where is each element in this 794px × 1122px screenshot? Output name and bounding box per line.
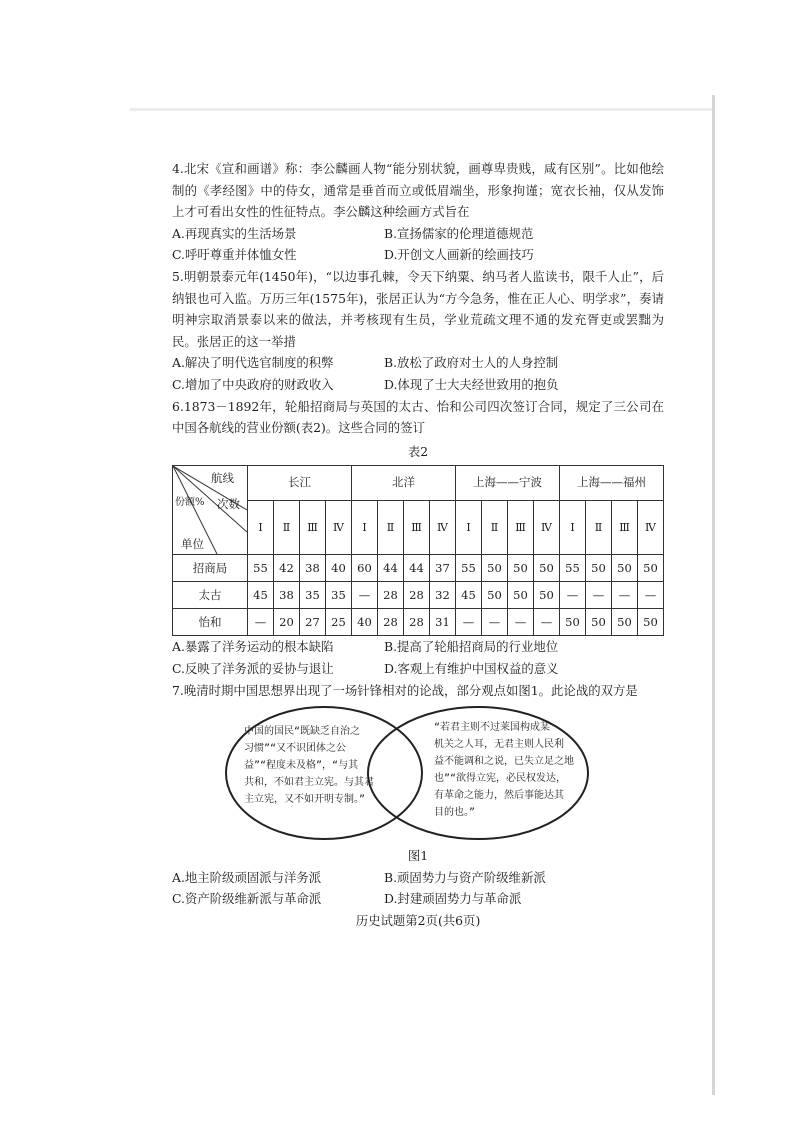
question-4-options xyxy=(172,223,664,266)
table-row xyxy=(173,555,664,582)
share-cell: 31 xyxy=(430,609,456,636)
header-route: 航线 xyxy=(211,471,234,486)
header-share: 份额% xyxy=(175,497,205,509)
venn-line: 益不能调和之说，已失立足之地 xyxy=(434,756,574,768)
option-c: C.反映了洋务派的妥协与退让 xyxy=(172,660,334,676)
venn-line: 目的也。” xyxy=(434,807,476,819)
share-cell: 38 xyxy=(274,582,300,609)
option-b: B.提高了轮船招商局的行业地位 xyxy=(384,639,559,655)
share-cell: 40 xyxy=(352,609,378,636)
times-header: Ⅳ xyxy=(326,500,352,555)
share-cell: 50 xyxy=(508,582,534,609)
share-cell: — xyxy=(638,582,664,609)
share-cell: 20 xyxy=(274,609,300,636)
share-cell: 50 xyxy=(534,555,560,582)
times-header: Ⅱ xyxy=(378,500,404,555)
times-header: Ⅲ xyxy=(404,500,430,555)
question-5-options xyxy=(172,352,664,395)
share-cell: — xyxy=(352,582,378,609)
times-header: Ⅲ xyxy=(612,500,638,555)
times-header: Ⅲ xyxy=(508,500,534,555)
venn-line: 共和，不如君主立宪。与其君 xyxy=(244,777,374,789)
venn-line: 习惯”“又不识团体之公 xyxy=(244,743,347,755)
share-cell: 50 xyxy=(560,609,586,636)
times-header: Ⅰ xyxy=(456,500,482,555)
share-cell: 50 xyxy=(586,609,612,636)
option-d: D.封建顽固势力与革命派 xyxy=(384,891,522,907)
table-row xyxy=(173,582,664,609)
option-d: D.开创文人画新的绘画技巧 xyxy=(384,247,534,263)
option-b: B.顽固势力与资产阶级维新派 xyxy=(384,869,546,885)
venn-line: 机关之人耳，无君主则人民利 xyxy=(434,739,564,751)
option-a: A.再现真实的生活场景 xyxy=(172,225,297,241)
share-cell: 40 xyxy=(326,555,352,582)
share-cell: — xyxy=(560,582,586,609)
venn-line: “若君主则不过莱国构成某 xyxy=(434,722,551,734)
times-header: Ⅳ xyxy=(638,500,664,555)
company-name: 怡和 xyxy=(173,609,248,636)
times-header: Ⅲ xyxy=(300,500,326,555)
share-cell: 50 xyxy=(586,555,612,582)
option-a: A.解决了明代选官制度的积弊 xyxy=(172,355,334,371)
table-caption: 表2 xyxy=(407,443,429,459)
option-a: A.暴露了洋务运动的根本缺陷 xyxy=(172,639,334,655)
question-6-stem: 6.1873－1892年，轮船招商局与英国的太古、怡和公司四次签订合同，规定了三公司在中国各航线的营业份额(表2)。这些合同的签订 xyxy=(172,398,664,436)
venn-left-text xyxy=(244,723,374,808)
share-cell: — xyxy=(248,609,274,636)
scan-top-shadow xyxy=(130,108,715,111)
question-4-stem: 4.北宋《宣和画谱》称：李公麟画人物“能分别状貌，画尊卑贵贱，咸有区别”。比如他绘制的《孝经图》中的侍女，通常是垂首而立或低眉端坐，形象拘谨；宽衣长袖，仅从发饰上才可看出女性的性征特点。李公麟这种绘画方式旨在 xyxy=(172,161,664,220)
route-header: 长江 xyxy=(248,466,352,500)
share-cell: 50 xyxy=(508,555,534,582)
times-header: Ⅰ xyxy=(248,500,274,555)
share-cell: 28 xyxy=(404,582,430,609)
shipping-share-table xyxy=(172,465,664,636)
times-header: Ⅱ xyxy=(482,500,508,555)
share-cell: 45 xyxy=(248,582,274,609)
venn-line: 益”“程度未及格”，“与其 xyxy=(244,760,359,772)
table-header-routes xyxy=(173,466,664,500)
scan-right-edge xyxy=(712,95,715,1095)
table-row xyxy=(173,609,664,636)
option-d: D.体现了士大夫经世致用的抱负 xyxy=(384,376,559,392)
option-c: C.呼吁尊重并体恤女性 xyxy=(172,247,297,263)
share-cell: 28 xyxy=(378,582,404,609)
route-header: 北洋 xyxy=(352,466,456,500)
share-cell: 55 xyxy=(248,555,274,582)
share-cell: 50 xyxy=(638,555,664,582)
option-c: C.增加了中央政府的财政收入 xyxy=(172,376,334,392)
page-content xyxy=(172,158,664,931)
venn-line: 中国的国民“既缺乏自治之 xyxy=(244,726,361,738)
option-a: A.地主阶级顽固派与洋务派 xyxy=(172,869,322,885)
share-cell: — xyxy=(482,609,508,636)
company-name: 招商局 xyxy=(173,555,248,582)
route-header: 上海——福州 xyxy=(560,466,664,500)
figure-1-venn xyxy=(172,705,664,843)
share-cell: 55 xyxy=(456,555,482,582)
option-b: B.放松了政府对士人的人身控制 xyxy=(384,355,559,371)
question-7-options xyxy=(172,867,664,910)
times-header: Ⅰ xyxy=(560,500,586,555)
share-cell: — xyxy=(586,582,612,609)
venn-line: 有革命之能力，然后事能达其 xyxy=(434,790,564,802)
company-name: 太古 xyxy=(173,582,248,609)
share-cell: 44 xyxy=(404,555,430,582)
question-7-stem: 7.晚清时期中国思想界出现了一场针锋相对的论战，部分观点如图1。此论战的双方是 xyxy=(172,682,638,698)
times-header: Ⅳ xyxy=(430,500,456,555)
share-cell: 28 xyxy=(404,609,430,636)
share-cell: 50 xyxy=(612,609,638,636)
share-cell: 38 xyxy=(300,555,326,582)
share-cell: — xyxy=(508,609,534,636)
share-cell: 50 xyxy=(534,582,560,609)
share-cell: — xyxy=(534,609,560,636)
share-cell: 37 xyxy=(430,555,456,582)
share-cell: 55 xyxy=(560,555,586,582)
share-cell: 50 xyxy=(638,609,664,636)
times-header: Ⅱ xyxy=(274,500,300,555)
share-cell: — xyxy=(456,609,482,636)
times-header: Ⅱ xyxy=(586,500,612,555)
share-cell: 27 xyxy=(300,609,326,636)
figure-caption: 图1 xyxy=(407,848,429,864)
page-footer: 历史试题第2页(共6页) xyxy=(355,912,481,928)
share-cell: 50 xyxy=(482,582,508,609)
option-b: B.宣扬儒家的伦理道德规范 xyxy=(384,225,534,241)
venn-right-text xyxy=(434,719,574,821)
share-cell: 60 xyxy=(352,555,378,582)
share-cell: 45 xyxy=(456,582,482,609)
header-unit: 单位 xyxy=(181,537,204,552)
venn-line: 主立宪，又不如开明专制。” xyxy=(244,794,366,806)
option-d: D.客观上有维护中国权益的意义 xyxy=(384,660,559,676)
question-6-options xyxy=(172,636,664,679)
share-cell: 25 xyxy=(326,609,352,636)
share-cell: 35 xyxy=(300,582,326,609)
share-cell: — xyxy=(612,582,638,609)
share-cell: 50 xyxy=(612,555,638,582)
header-times: 次数 xyxy=(217,497,240,512)
times-header: Ⅰ xyxy=(352,500,378,555)
share-cell: 42 xyxy=(274,555,300,582)
table-corner-cell xyxy=(173,466,248,555)
option-c: C.资产阶级维新派与革命派 xyxy=(172,891,322,907)
venn-line: 也”“欲得立宪，必民权发达， xyxy=(434,773,567,785)
share-cell: 44 xyxy=(378,555,404,582)
question-5-stem: 5.明朝景泰元年(1450年)，“以边事孔棘，令天下纳粟、纳马者人监读书，限千人止”，后纳银也可入监。万历三年(1575年)，张居正认为“方今急务，惟在正人心、明学求”，奏请明神宗取消景泰以来的做法，并考核现有生员，学业荒疏文理不通的发充胥吏或罢黜为民。张居正的这一举措 xyxy=(172,268,664,349)
times-header: Ⅳ xyxy=(534,500,560,555)
share-cell: 35 xyxy=(326,582,352,609)
share-cell: 50 xyxy=(482,555,508,582)
share-cell: 32 xyxy=(430,582,456,609)
share-cell: 28 xyxy=(378,609,404,636)
route-header: 上海——宁波 xyxy=(456,466,560,500)
